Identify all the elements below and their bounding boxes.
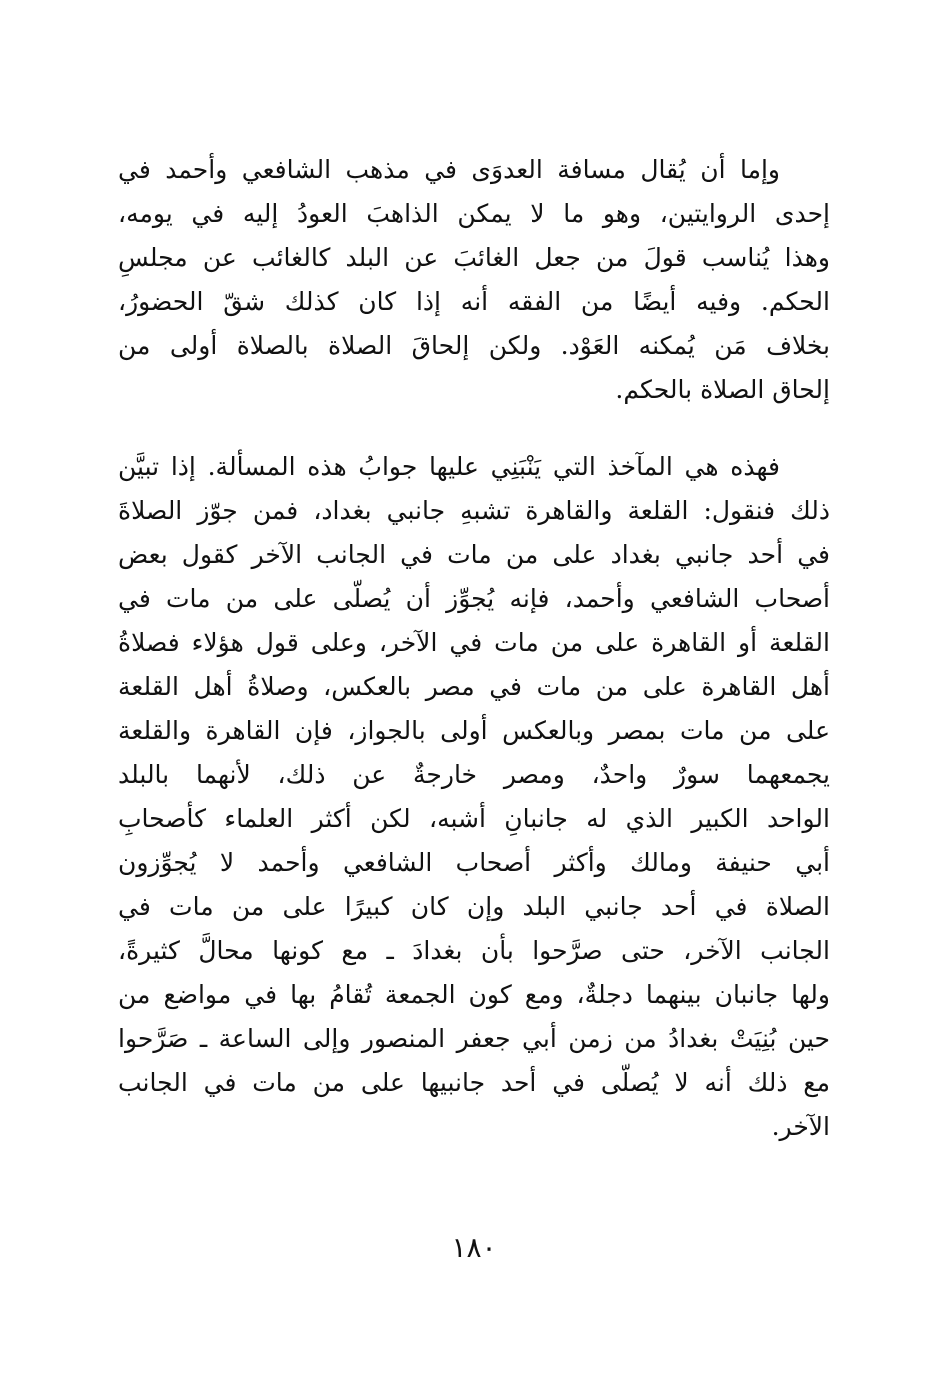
text-line: على من مات بمصر وبالعكس أولى بالجواز، فإن القاهرة والقلعة	[118, 716, 830, 745]
text-line: القلعة أو القاهرة على من مات في الآخر، وعلى قول هؤلاء فصلاةُ	[118, 628, 830, 657]
paragraph-1	[118, 148, 830, 412]
text-line: إلحاق الصلاة بالحكم.	[615, 375, 830, 404]
text-line: إحدى الروايتين، وهو ما لا يمكن الذاهبَ العودُ إليه في يومه،	[118, 199, 830, 228]
text-line: أصحاب الشافعي وأحمد، فإنه يُجوِّز أن يُصلّى على من مات في	[118, 584, 830, 613]
text-line: الجانب الآخر، حتى صرَّحوا بأن بغدادَ ـ مع كونها محالَّ كثيرةً،	[118, 936, 830, 965]
paragraph-2	[118, 445, 830, 1149]
text-line: الواحد الكبير الذي له جانبانِ أشبه، لكن أكثر العلماء كأصحابِ	[118, 804, 830, 833]
text-line: مع ذلك أنه لا يُصلّى في أحد جانبيها على من مات في الجانب	[118, 1068, 830, 1097]
text-line: الصلاة في أحد جانبي البلد وإن كان كبيرًا على من مات في	[118, 892, 830, 921]
text-line: حين بُنِيَتْ بغدادُ من زمن أبي جعفر المنصور وإلى الساعة ـ صَرَّحوا	[118, 1024, 830, 1053]
text-line: الآخر.	[771, 1112, 830, 1141]
text-line: يجمعهما سورٌ واحدٌ، ومصر خارجةٌ عن ذلك، لأنهما بالبلد	[118, 760, 830, 789]
text-line: وإما أن يُقال مسافة العدوَى في مذهب الشافعي وأحمد في	[118, 155, 780, 184]
page-number: ١٨٠	[451, 1231, 497, 1264]
text-line: ولها جانبان بينهما دجلةٌ، ومع كون الجمعة تُقامُ بها في مواضع من	[118, 980, 830, 1009]
text-line: فهذه هي المآخذ التي يَنْبَنِي عليها جوابُ هذه المسألة. إذا تبيَّن	[118, 452, 780, 481]
text-line: ذلك فنقول: القلعة والقاهرة تشبهِ جانبي بغداد، فمن جوّز الصلاةَ	[118, 496, 830, 525]
text-line: الحكم. وفيه أيضًا من الفقه أنه إذا كان كذلك شقّ الحضورُ،	[118, 287, 830, 316]
text-line: أهل القاهرة على من مات في مصر بالعكس، وصلاةُ أهل القلعة	[118, 672, 830, 701]
text-line: في أحد جانبي بغداد على من مات في الجانب الآخر كقول بعض	[118, 540, 830, 569]
text-line: وهذا يُناسب قولَ من جعل الغائبَ عن البلد كالغائب عن مجلسِ	[118, 243, 830, 272]
text-line: أبي حنيفة ومالك وأكثر أصحاب الشافعي وأحمد لا يُجوِّزون	[118, 848, 830, 877]
text-line: بخلاف مَن يُمكنه العَوْد. ولكن إلحاقَ الصلاة بالصلاة أولى من	[118, 331, 830, 360]
